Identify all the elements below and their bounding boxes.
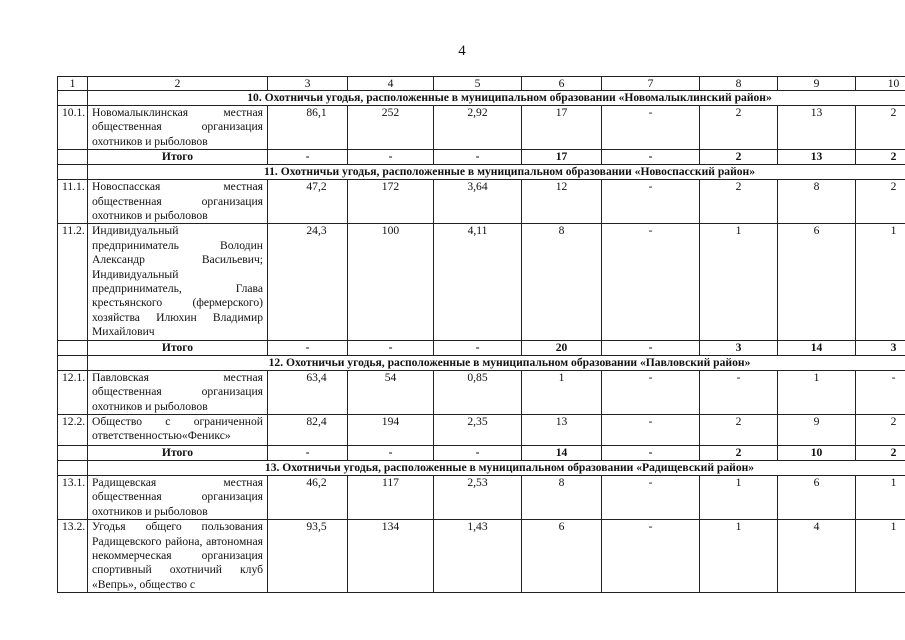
cell-c3: 47,2 (268, 180, 348, 224)
cell-c4: 134 (348, 520, 434, 593)
cell-c9: 4 (778, 520, 856, 593)
cell-c7: - (602, 475, 700, 519)
header-cell: 5 (434, 77, 522, 91)
total-c7: - (602, 445, 700, 460)
total-c7: - (602, 150, 700, 165)
section-title: 12. Охотничьи угодья, расположенные в муниципальном образовании «Павловский район» (88, 355, 905, 370)
table-header-row (58, 77, 905, 91)
row-index: 11.1. (58, 180, 88, 224)
total-c10: 2 (856, 445, 905, 460)
row-name: Индивидуальный предприниматель Володин Александр Васильевич; Индивидуальный предприниматель, Глава крестьянского (фермерского) хозяйства Илюхин Владимир Михайлович (88, 224, 268, 340)
total-c6: 14 (522, 445, 602, 460)
total-c6: 20 (522, 340, 602, 355)
total-c8: 2 (700, 150, 778, 165)
row-index: 11.2. (58, 224, 88, 340)
table-row (58, 370, 905, 414)
cell-c4: 194 (348, 414, 434, 445)
header-cell: 9 (778, 77, 856, 91)
section-row (58, 91, 905, 106)
total-c5: - (434, 340, 522, 355)
table-row (58, 180, 905, 224)
header-cell: 3 (268, 77, 348, 91)
cell-c10: 2 (856, 414, 905, 445)
header-cell: 4 (348, 77, 434, 91)
total-row (58, 150, 905, 165)
total-c8: 3 (700, 340, 778, 355)
row-name: Радищевская местная общественная организация охотников и рыболовов (88, 475, 268, 519)
section-title: 13. Охотничьи угодья, расположенные в муниципальном образовании «Радищевский район» (88, 460, 905, 475)
cell-c8: 2 (700, 414, 778, 445)
header-cell: 1 (58, 77, 88, 91)
cell-c3: 46,2 (268, 475, 348, 519)
header-cell: 2 (88, 77, 268, 91)
total-c3: - (268, 150, 348, 165)
row-index: 12.1. (58, 370, 88, 414)
table-row (58, 414, 905, 445)
cell-c9: 8 (778, 180, 856, 224)
total-row (58, 340, 905, 355)
header-cell: 7 (602, 77, 700, 91)
cell-c3: 82,4 (268, 414, 348, 445)
total-c4: - (348, 340, 434, 355)
cell-c10: 1 (856, 475, 905, 519)
total-c3: - (268, 340, 348, 355)
cell-c8: 1 (700, 224, 778, 340)
cell-c8: 2 (700, 180, 778, 224)
table-row (58, 224, 905, 340)
cell-c4: 172 (348, 180, 434, 224)
row-index: 10.1. (58, 106, 88, 150)
section-row (58, 460, 905, 475)
total-c5: - (434, 445, 522, 460)
total-c10: 2 (856, 150, 905, 165)
row-name: Павловская местная общественная организация охотников и рыболовов (88, 370, 268, 414)
cell-c10: 1 (856, 520, 905, 593)
table-body (58, 77, 905, 593)
cell-c3: 93,5 (268, 520, 348, 593)
page-number: 4 (458, 43, 466, 59)
cell-c10: 2 (856, 180, 905, 224)
cell-c3: 63,4 (268, 370, 348, 414)
total-c9: 13 (778, 150, 856, 165)
cell-c8: 2 (700, 106, 778, 150)
cell-c5: 2,53 (434, 475, 522, 519)
total-c10: 3 (856, 340, 905, 355)
total-c7: - (602, 340, 700, 355)
hunting-grounds-table (57, 76, 905, 593)
cell-c7: - (602, 106, 700, 150)
cell-c5: 2,92 (434, 106, 522, 150)
cell-c5: 0,85 (434, 370, 522, 414)
cell-c6: 8 (522, 224, 602, 340)
cell-c10: 1 (856, 224, 905, 340)
cell-c3: 24,3 (268, 224, 348, 340)
cell-c9: 1 (778, 370, 856, 414)
cell-c9: 13 (778, 106, 856, 150)
cell-c3: 86,1 (268, 106, 348, 150)
cell-c9: 9 (778, 414, 856, 445)
cell-c4: 54 (348, 370, 434, 414)
cell-c7: - (602, 414, 700, 445)
row-name: Новомалыклинская местная общественная организация охотников и рыболовов (88, 106, 268, 150)
header-cell: 8 (700, 77, 778, 91)
cell-c10: - (856, 370, 905, 414)
total-label: Итого (88, 445, 268, 460)
header-cell: 6 (522, 77, 602, 91)
cell-c4: 252 (348, 106, 434, 150)
cell-c10: 2 (856, 106, 905, 150)
cell-c7: - (602, 370, 700, 414)
total-row (58, 445, 905, 460)
row-name: Общество с ограниченной ответственностью«Феникс» (88, 414, 268, 445)
total-label: Итого (88, 150, 268, 165)
cell-c5: 1,43 (434, 520, 522, 593)
cell-c7: - (602, 520, 700, 593)
cell-c7: - (602, 180, 700, 224)
cell-c8: - (700, 370, 778, 414)
section-row (58, 165, 905, 180)
table-row (58, 520, 905, 593)
cell-c5: 4,11 (434, 224, 522, 340)
total-c5: - (434, 150, 522, 165)
cell-c6: 13 (522, 414, 602, 445)
header-cell: 10 (856, 77, 905, 91)
cell-c5: 2,35 (434, 414, 522, 445)
cell-c6: 8 (522, 475, 602, 519)
section-row (58, 355, 905, 370)
total-c4: - (348, 150, 434, 165)
cell-c5: 3,64 (434, 180, 522, 224)
total-c6: 17 (522, 150, 602, 165)
total-c9: 14 (778, 340, 856, 355)
row-name: Угодья общего пользования Радищевского района, автономная некоммерческая организация спортивный охотничий клуб «Вепрь», общество с (88, 520, 268, 593)
row-index: 13.2. (58, 520, 88, 593)
table-row (58, 475, 905, 519)
cell-c7: - (602, 224, 700, 340)
table-row (58, 106, 905, 150)
section-title: 10. Охотничьи угодья, расположенные в муниципальном образовании «Новомалыклинский район» (88, 91, 905, 106)
row-index: 12.2. (58, 414, 88, 445)
total-c3: - (268, 445, 348, 460)
total-c9: 10 (778, 445, 856, 460)
cell-c6: 12 (522, 180, 602, 224)
cell-c8: 1 (700, 475, 778, 519)
cell-c9: 6 (778, 475, 856, 519)
section-title: 11. Охотничьи угодья, расположенные в муниципальном образовании «Новоспасский район» (88, 165, 905, 180)
cell-c4: 100 (348, 224, 434, 340)
row-index: 13.1. (58, 475, 88, 519)
cell-c6: 6 (522, 520, 602, 593)
cell-c6: 17 (522, 106, 602, 150)
cell-c4: 117 (348, 475, 434, 519)
cell-c8: 1 (700, 520, 778, 593)
row-name: Новоспасская местная общественная организация охотников и рыболовов (88, 180, 268, 224)
total-c4: - (348, 445, 434, 460)
total-label: Итого (88, 340, 268, 355)
cell-c6: 1 (522, 370, 602, 414)
cell-c9: 6 (778, 224, 856, 340)
total-c8: 2 (700, 445, 778, 460)
